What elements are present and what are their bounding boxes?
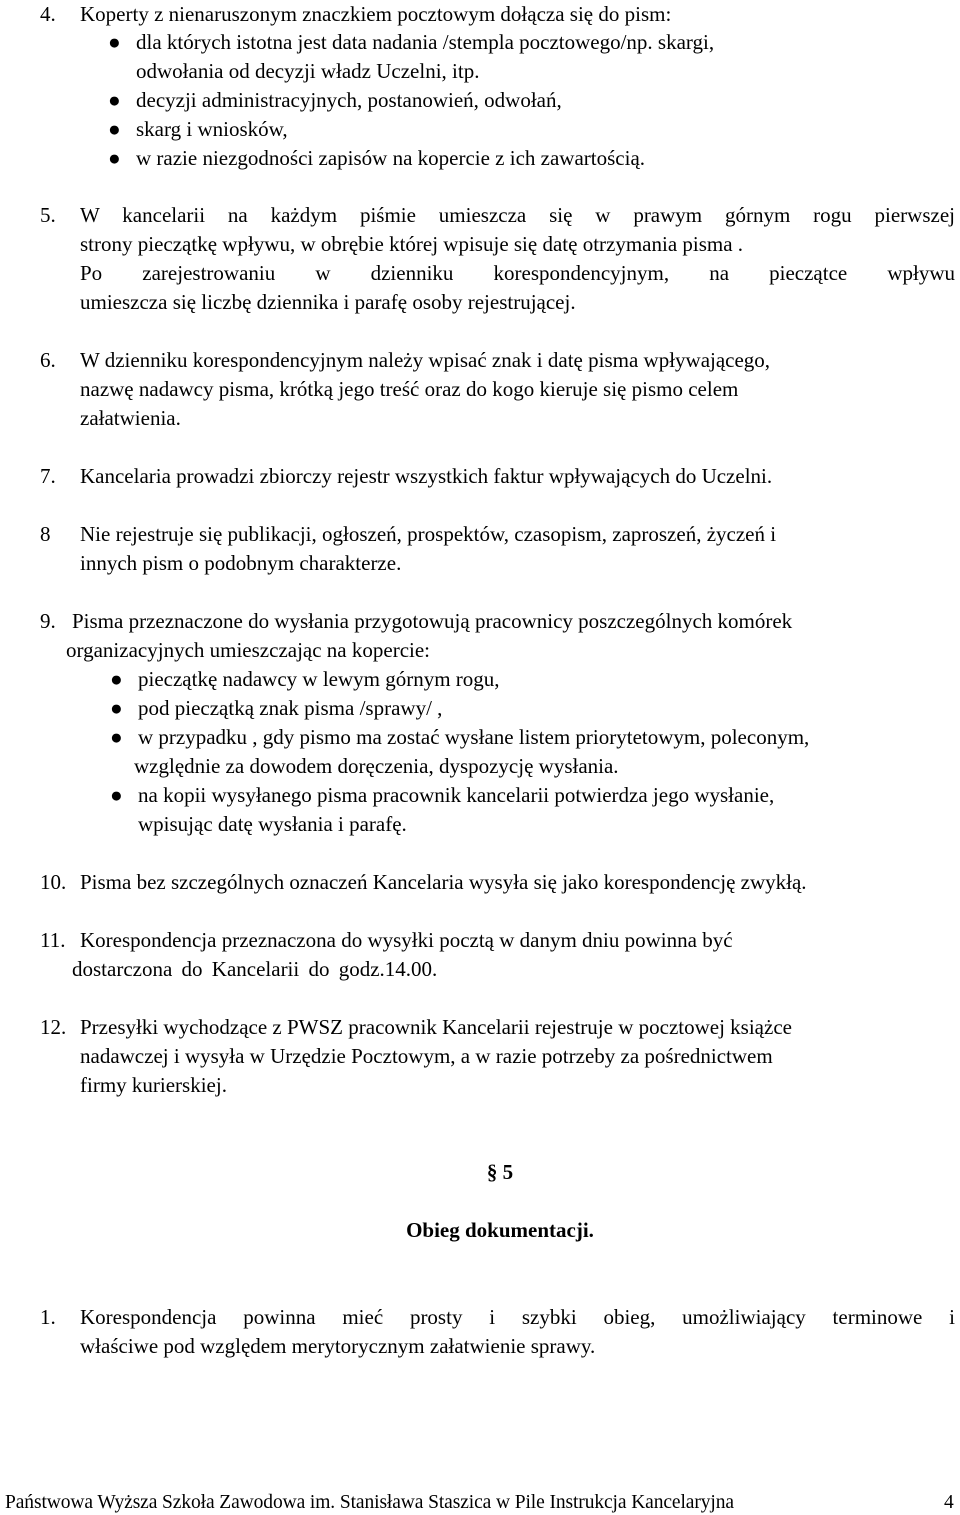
bullet-text: pod pieczątką znak pisma /sprawy/ ,: [138, 696, 443, 720]
item-text-line: nazwę nadawcy pisma, krótką jego treść oraz do kogo kieruje się pismo celem: [80, 377, 739, 401]
bullet-text: dla których istotna jest data nadania /stempla pocztowego/np. skargi,: [136, 30, 715, 54]
item-number: 7.: [40, 464, 56, 488]
item-text-line: firmy kurierskiej.: [80, 1073, 227, 1097]
item-text-line: Korespondencja przeznaczona do wysyłki pocztą w danym dniu powinna być: [80, 928, 733, 952]
item-text: Koperty z nienaruszonym znaczkiem pocztowym dołącza się do pism:: [80, 2, 672, 26]
bullet-text: wpisując datę wysłania i parafę.: [138, 812, 407, 836]
item-number: 4.: [40, 2, 56, 26]
footer-text: Państwowa Wyższa Szkoła Zawodowa im. Stanisława Staszica w Pile Instrukcja Kancelaryjna: [5, 1492, 734, 1513]
item-text: Pisma bez szczególnych oznaczeń Kancelaria wysyła się jako korespondencję zwykłą.: [80, 870, 807, 894]
item-text-line: umieszcza się liczbę dziennika i parafę osoby rejestrującej.: [80, 290, 576, 314]
page-number: 4: [944, 1492, 954, 1513]
bullet-text: odwołania od decyzji władz Uczelni, itp.: [136, 59, 480, 83]
bullet-text: na kopii wysyłanego pisma pracownik kancelarii potwierdza jego wysłanie,: [138, 783, 775, 807]
item-number: 5.: [40, 203, 56, 227]
bullet-text: w przypadku , gdy pismo ma zostać wysłane listem priorytetowym, poleconym,: [138, 725, 810, 749]
item-text-line: Pisma przeznaczone do wysłania przygotowują pracownicy poszczególnych komórek: [72, 609, 793, 633]
item-number: 12.: [40, 1015, 67, 1039]
item-text-line: właściwe pod względem merytorycznym załatwienie sprawy.: [80, 1334, 596, 1358]
item-number: 6.: [40, 348, 56, 372]
item-text-line: organizacyjnych umieszczając na kopercie:: [66, 638, 431, 662]
item-text-line: W dzienniku korespondencyjnym należy wpisać znak i datę pisma wpływającego,: [80, 348, 771, 372]
bullet-icon: ●: [110, 667, 123, 691]
section-title: Obieg dokumentacji.: [406, 1218, 594, 1242]
item-text-line: dostarczona do Kancelarii do godz.14.00.: [72, 957, 438, 981]
item-text-line: Nie rejestruje się publikacji, ogłoszeń, prospektów, czasopism, zaproszeń, życzeń i: [80, 522, 777, 546]
item-text-line: nadawczej i wysyła w Urzędzie Pocztowym, a w razie potrzeby za pośrednictwem: [80, 1044, 773, 1068]
bullet-text: skarg i wniosków,: [136, 117, 288, 141]
bullet-text: decyzji administracyjnych, postanowień, odwołań,: [136, 88, 562, 112]
item-text-line: Korespondencja powinna mieć prosty i szybki obieg, umożliwiający terminowe i: [80, 1305, 955, 1329]
item-text-line: innych pism o podobnym charakterze.: [80, 551, 402, 575]
item-text-line: Przesyłki wychodzące z PWSZ pracownik Kancelarii rejestruje w pocztowej książce: [80, 1015, 792, 1039]
bullet-icon: ●: [110, 696, 123, 720]
bullet-icon: ●: [108, 117, 121, 141]
bullet-text: względnie za dowodem doręczenia, dyspozycję wysłania.: [134, 754, 619, 778]
item-number: 1.: [40, 1305, 56, 1329]
item-number: 8: [40, 522, 51, 546]
item-text-line: załatwienia.: [80, 406, 181, 430]
bullet-icon: ●: [108, 30, 121, 54]
item-text-line: W kancelarii na każdym piśmie umieszcza się w prawym górnym rogu pierwszej: [80, 203, 955, 227]
item-text-line: Po zarejestrowaniu w dzienniku korespondencyjnym, na pieczątce wpływu: [80, 261, 955, 285]
item-number: 11.: [40, 928, 66, 952]
bullet-icon: ●: [110, 783, 123, 807]
bullet-icon: ●: [110, 725, 123, 749]
item-number: 9.: [40, 609, 56, 633]
bullet-text: pieczątkę nadawcy w lewym górnym rogu,: [138, 667, 500, 691]
item-text: Kancelaria prowadzi zbiorczy rejestr wszystkich faktur wpływających do Uczelni.: [80, 464, 773, 488]
bullet-icon: ●: [108, 88, 121, 112]
section-symbol: § 5: [486, 1160, 514, 1184]
bullet-icon: ●: [108, 146, 121, 170]
bullet-text: w razie niezgodności zapisów na kopercie z ich zawartością.: [136, 146, 646, 170]
item-number: 10.: [40, 870, 67, 894]
item-text-line: strony pieczątkę wpływu, w obrębie której wpisuje się datę otrzymania pisma .: [80, 232, 744, 256]
